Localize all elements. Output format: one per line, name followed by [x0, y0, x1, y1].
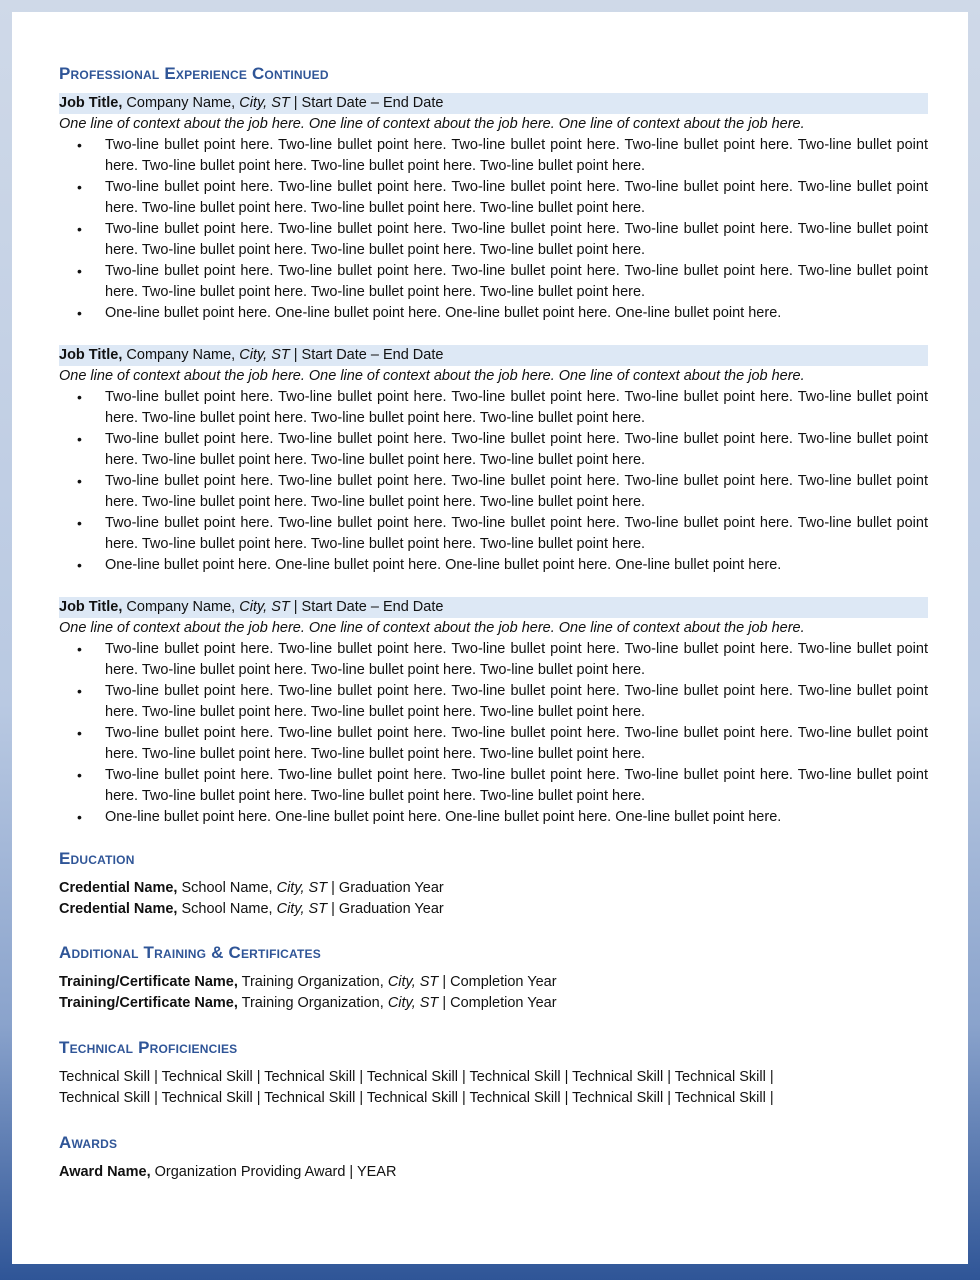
bullet-text: One-line bullet point here. One-line bullet point here. One-line bullet point here. One-line bullet point here.	[105, 557, 782, 573]
bullet-icon: •	[77, 473, 82, 489]
award-name: Award Name,	[59, 1164, 151, 1180]
graduation-year: | Graduation Year	[327, 901, 444, 917]
education-heading: Education	[59, 849, 135, 868]
award-org: Organization Providing Award | YEAR	[150, 1164, 397, 1180]
bullet-point	[59, 219, 928, 261]
bullet-point	[59, 639, 928, 681]
skills-line: Technical Skill | Technical Skill | Technical Skill | Technical Skill | Technical Skill | Technical Skill | Technical Skill |	[59, 1069, 774, 1085]
bullet-point	[59, 387, 928, 429]
training-org: Training Organization,	[237, 995, 388, 1011]
skills-line: Technical Skill | Technical Skill | Technical Skill | Technical Skill | Technical Skill | Technical Skill | Technical Skill |	[59, 1090, 774, 1106]
bullet-text: Two-line bullet point here. Two-line bullet point here. Two-line bullet point here. Two-line bullet point here. Two-line bullet point here. Two-line bullet point here. Two-line bullet point here. Two-line bullet point here.	[105, 389, 928, 426]
training-list	[59, 972, 928, 1014]
job-dates: | Start Date – End Date	[289, 95, 444, 111]
bullet-text: Two-line bullet point here. Two-line bullet point here. Two-line bullet point here. Two-line bullet point here. Two-line bullet point here. Two-line bullet point here. Two-line bullet point here. Two-line bullet point here.	[105, 767, 928, 804]
bullet-point	[59, 765, 928, 807]
job-location: City, ST	[239, 599, 290, 615]
bullet-icon: •	[77, 515, 82, 531]
training-name: Training/Certificate Name,	[59, 974, 238, 990]
job-entry	[59, 345, 928, 576]
job-location: City, ST	[239, 347, 290, 363]
graduation-year: | Graduation Year	[327, 880, 444, 896]
bullet-icon: •	[77, 263, 82, 279]
technical-heading: Technical Proficiencies	[59, 1038, 238, 1057]
job-context: One line of context about the job here. One line of context about the job here. One line of context about the job here.	[59, 368, 805, 384]
bullet-point	[59, 177, 928, 219]
school-name: School Name,	[177, 901, 277, 917]
bullet-text: Two-line bullet point here. Two-line bullet point here. Two-line bullet point here. Two-line bullet point here. Two-line bullet point here. Two-line bullet point here. Two-line bullet point here. Two-line bullet point here.	[105, 431, 928, 468]
awards-list	[59, 1162, 928, 1183]
bullet-point	[59, 135, 928, 177]
job-title: Job Title,	[59, 599, 123, 615]
bullet-text: Two-line bullet point here. Two-line bullet point here. Two-line bullet point here. Two-line bullet point here. Two-line bullet point here. Two-line bullet point here. Two-line bullet point here. Two-line bullet point here.	[105, 179, 928, 216]
awards-heading: Awards	[59, 1133, 118, 1152]
bullet-point	[59, 681, 928, 723]
job-dates: | Start Date – End Date	[289, 599, 444, 615]
company-name: Company Name,	[122, 599, 240, 615]
school-location: City, ST	[276, 901, 328, 917]
training-name: Training/Certificate Name,	[59, 995, 238, 1011]
bullet-icon: •	[77, 389, 82, 405]
bullet-text: Two-line bullet point here. Two-line bullet point here. Two-line bullet point here. Two-line bullet point here. Two-line bullet point here. Two-line bullet point here. Two-line bullet point here. Two-line bullet point here.	[105, 137, 928, 174]
technical-skills	[59, 1067, 928, 1109]
resume-content	[59, 64, 928, 1183]
bullet-text: Two-line bullet point here. Two-line bullet point here. Two-line bullet point here. Two-line bullet point here. Two-line bullet point here. Two-line bullet point here. Two-line bullet point here. Two-line bullet point here.	[105, 221, 928, 258]
bullet-icon: •	[77, 641, 82, 657]
award-entry	[59, 1162, 928, 1183]
job-entry	[59, 93, 928, 324]
completion-year: | Completion Year	[438, 974, 557, 990]
company-name: Company Name,	[122, 95, 240, 111]
company-name: Company Name,	[122, 347, 240, 363]
bullet-icon: •	[77, 431, 82, 447]
bullet-text: One-line bullet point here. One-line bullet point here. One-line bullet point here. One-line bullet point here.	[105, 305, 782, 321]
completion-year: | Completion Year	[438, 995, 557, 1011]
job-entry	[59, 597, 928, 828]
bullet-icon: •	[77, 221, 82, 237]
bullet-icon: •	[77, 725, 82, 741]
education-list	[59, 878, 928, 920]
credential-name: Credential Name,	[59, 880, 178, 896]
training-location: City, ST	[387, 974, 439, 990]
bullet-icon: •	[77, 305, 82, 321]
bullet-point	[59, 807, 928, 828]
jobs-list	[59, 93, 928, 828]
training-location: City, ST	[387, 995, 439, 1011]
job-header	[59, 597, 928, 618]
education-entry	[59, 899, 928, 920]
resume-page	[12, 12, 968, 1264]
bullet-icon: •	[77, 683, 82, 699]
training-heading: Additional Training & Certificates	[59, 943, 321, 962]
job-header	[59, 345, 928, 366]
bullet-point	[59, 513, 928, 555]
bullet-text: Two-line bullet point here. Two-line bullet point here. Two-line bullet point here. Two-line bullet point here. Two-line bullet point here. Two-line bullet point here. Two-line bullet point here. Two-line bullet point here.	[105, 263, 928, 300]
job-title: Job Title,	[59, 347, 123, 363]
bullet-icon: •	[77, 179, 82, 195]
bullet-point	[59, 471, 928, 513]
job-header	[59, 93, 928, 114]
bullet-icon: •	[77, 557, 82, 573]
job-dates: | Start Date – End Date	[289, 347, 444, 363]
bullet-point	[59, 429, 928, 471]
training-entry	[59, 993, 928, 1014]
bullet-text: Two-line bullet point here. Two-line bullet point here. Two-line bullet point here. Two-line bullet point here. Two-line bullet point here. Two-line bullet point here. Two-line bullet point here. Two-line bullet point here.	[105, 473, 928, 510]
bullet-text: Two-line bullet point here. Two-line bullet point here. Two-line bullet point here. Two-line bullet point here. Two-line bullet point here. Two-line bullet point here. Two-line bullet point here. Two-line bullet point here.	[105, 725, 928, 762]
bullet-point	[59, 723, 928, 765]
bullet-text: Two-line bullet point here. Two-line bullet point here. Two-line bullet point here. Two-line bullet point here. Two-line bullet point here. Two-line bullet point here. Two-line bullet point here. Two-line bullet point here.	[105, 515, 928, 552]
credential-name: Credential Name,	[59, 901, 178, 917]
bullet-text: Two-line bullet point here. Two-line bullet point here. Two-line bullet point here. Two-line bullet point here. Two-line bullet point here. Two-line bullet point here. Two-line bullet point here. Two-line bullet point here.	[105, 641, 928, 678]
school-location: City, ST	[276, 880, 328, 896]
school-name: School Name,	[177, 880, 277, 896]
job-title: Job Title,	[59, 95, 123, 111]
bullet-point	[59, 303, 928, 324]
bullet-list	[59, 135, 928, 324]
bullet-point	[59, 555, 928, 576]
experience-heading: Professional Experience Continued	[59, 64, 329, 83]
bullet-icon: •	[77, 809, 82, 825]
job-context: One line of context about the job here. One line of context about the job here. One line of context about the job here.	[59, 116, 805, 132]
job-context: One line of context about the job here. One line of context about the job here. One line of context about the job here.	[59, 620, 805, 636]
bullet-text: One-line bullet point here. One-line bullet point here. One-line bullet point here. One-line bullet point here.	[105, 809, 782, 825]
training-entry	[59, 972, 928, 993]
job-location: City, ST	[239, 95, 290, 111]
bullet-list	[59, 639, 928, 828]
bullet-list	[59, 387, 928, 576]
training-org: Training Organization,	[237, 974, 388, 990]
bullet-icon: •	[77, 137, 82, 153]
education-entry	[59, 878, 928, 899]
bullet-text: Two-line bullet point here. Two-line bullet point here. Two-line bullet point here. Two-line bullet point here. Two-line bullet point here. Two-line bullet point here. Two-line bullet point here. Two-line bullet point here.	[105, 683, 928, 720]
bullet-point	[59, 261, 928, 303]
bullet-icon: •	[77, 767, 82, 783]
